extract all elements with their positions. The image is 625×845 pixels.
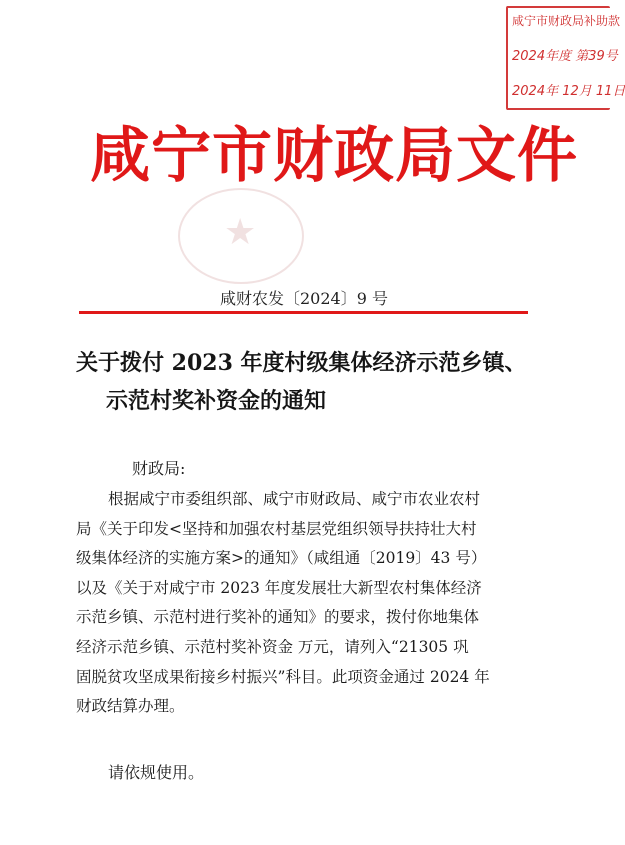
body-line: 财政结算办理。: [76, 697, 185, 716]
recipient: 财政局:: [132, 459, 186, 478]
body-line: 经济示范乡镇、示范村奖补资金 万元，请列入“21305 巩: [76, 637, 469, 656]
body-line: 级集体经济的实施方案>的通知》（咸组通〔2019〕43 号）: [76, 549, 487, 568]
document-title: [76, 344, 546, 420]
body-line: 局《关于印发<坚持和加强农村基层党组织领导扶持壮大村: [76, 519, 477, 538]
body-line: 示范乡镇、示范村进行奖补的通知》的要求，拨付你地集体: [76, 608, 480, 627]
document-number: 咸财农发〔2024〕9 号: [220, 289, 388, 308]
closing-remark: 请依规使用。: [108, 763, 205, 782]
document-header-title: 咸宁市财政局文件: [90, 121, 578, 191]
received-stamp: [506, 6, 625, 110]
faint-seal-icon: [178, 188, 304, 284]
stamp-serial: 2024年度 第39号: [512, 49, 618, 64]
document-body: [76, 485, 546, 722]
document-title-line-2: 示范村奖补资金的通知: [106, 388, 327, 414]
stamp-issuer: 咸宁市财政局补助款: [512, 14, 621, 28]
body-line: 固脱贫攻坚成果衔接乡村振兴”科目。此项资金通过 2024 年: [76, 667, 490, 686]
stamp-date: 2024年 12月 11日: [512, 84, 625, 99]
document-title-line-1: 关于拨付 2023 年度村级集体经济示范乡镇、: [76, 350, 527, 376]
body-line: 以及《关于对咸宁市 2023 年度发展壮大新型农村集体经济: [76, 578, 482, 597]
header-divider: [79, 311, 528, 314]
body-line: 根据咸宁市委组织部、咸宁市财政局、咸宁市农业农村: [108, 490, 481, 508]
